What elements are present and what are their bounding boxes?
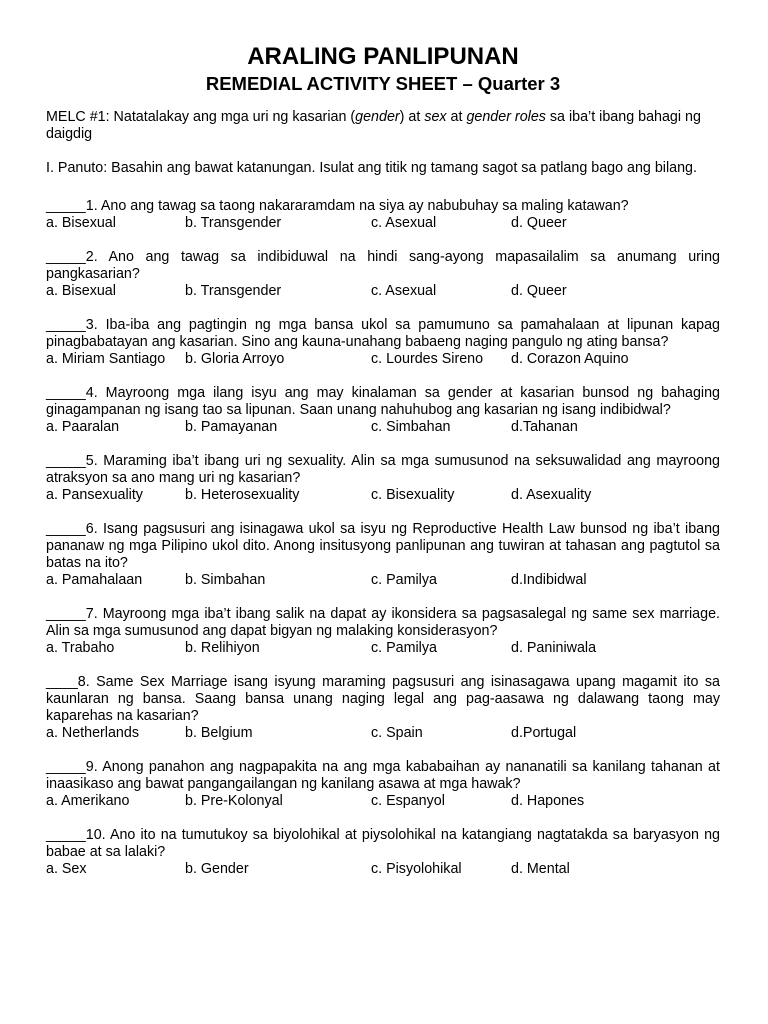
- question-4: [46, 385, 720, 436]
- choice-row: [46, 487, 720, 504]
- melc-mid-1: ) at: [399, 109, 425, 125]
- choice-row: [46, 283, 720, 300]
- question-8: [46, 674, 720, 742]
- choice-row: [46, 351, 720, 368]
- question-stem: _____7. Mayroong mga iba’t ibang salik na dapat ay ikonsidera sa pagsasalegal ng same sex marriage. Alin sa mga sumusunod ang dapat bigyan ng malaking konsiderasyon?: [46, 606, 720, 639]
- page-subtitle: REMEDIAL ACTIVITY SHEET – Quarter 3: [205, 73, 561, 94]
- choice-row: [46, 861, 720, 878]
- choice-row: [46, 215, 720, 232]
- choice-c: c. Simbahan: [371, 419, 451, 435]
- choice-a: a. Sex: [46, 861, 87, 877]
- choice-a: a. Netherlands: [46, 725, 139, 741]
- choice-b: b. Gloria Arroyo: [185, 351, 285, 367]
- question-stem: _____6. Isang pagsusuri ang isinagawa ukol sa isyu ng Reproductive Health Law bunsod ng iba’t ibang pananaw ng mga Pilipino ukol dito. Anong insitusyong panlipunan ang tuwiran at tahasan ang pagtutol sa batas na ito?: [46, 521, 720, 571]
- question-stem: _____1. Ano ang tawag sa taong nakararamdam na siya ay nabubuhay sa maling katawan?: [46, 198, 629, 214]
- question-9: [46, 759, 720, 810]
- melc-sex-term: sex: [424, 109, 447, 125]
- question-stem: _____5. Maraming iba’t ibang uri ng sexuality. Alin sa mga sumusunod na seksuwalidad ang mayroong atraksyon sa ano mang uri ng kasarian?: [46, 453, 720, 486]
- choice-d: d. Mental: [511, 861, 570, 877]
- choice-c: c. Lourdes Sireno: [371, 351, 484, 367]
- question-stem: _____2. Ano ang tawag sa indibiduwal na hindi sang-ayong mapasailalim sa anumang uring pangkasarian?: [46, 249, 720, 282]
- choice-a: a. Bisexual: [46, 215, 116, 231]
- choice-c: c. Bisexuality: [371, 487, 455, 503]
- choice-b: b. Belgium: [185, 725, 253, 741]
- melc-roles-term: gender roles: [466, 109, 546, 125]
- question-1: [46, 198, 720, 232]
- choice-row: [46, 725, 720, 742]
- melc-gender-term: gender: [355, 109, 400, 125]
- choice-b: b. Pamayanan: [185, 419, 278, 435]
- choice-c: c. Spain: [371, 725, 423, 741]
- choice-c: c. Asexual: [371, 215, 437, 231]
- question-6: [46, 521, 720, 589]
- choice-c: c. Pamilya: [371, 572, 437, 588]
- choice-d: d. Paniniwala: [511, 640, 597, 656]
- choice-b: b. Relihiyon: [185, 640, 260, 656]
- choice-row: [46, 640, 720, 657]
- melc-prefix: MELC #1: Natatalakay ang mga uri ng kasarian (: [46, 109, 356, 125]
- choice-a: a. Bisexual: [46, 283, 116, 299]
- question-stem: _____10. Ano ito na tumutukoy sa biyolohikal at piysolohikal na katangiang nagtatakda sa baryasyon ng babae at sa lalaki?: [46, 827, 720, 860]
- question-stem: _____3. Iba-iba ang pagtingin ng mga bansa ukol sa pamumuno sa pamahalaan at lipunan kapag pinagbabatayan ang kasarian. Sino ang kauna-unahang babaeng naging pangulo ng ating bansa?: [46, 317, 720, 350]
- choice-b: b. Gender: [185, 861, 249, 877]
- choice-d: d. Queer: [511, 215, 567, 231]
- choice-b: b. Pre-Kolonyal: [185, 793, 283, 809]
- melc-statement: [46, 109, 720, 143]
- question-2: [46, 249, 720, 300]
- choice-c: c. Pisyolohikal: [371, 861, 462, 877]
- choice-b: b. Transgender: [185, 283, 282, 299]
- instructions: I. Panuto: Basahin ang bawat katanungan. Isulat ang titik ng tamang sagot sa patlang bago ang bilang.: [46, 160, 697, 176]
- question-stem: ____8. Same Sex Marriage isang isyung maraming pagsusuri ang isinasagawa upang magamit ito sa kaunlaran ng bansa. Saang bansa unang naging legal ang pag-aasawa ng dalawang taong may kaparehas na kasarian?: [46, 674, 720, 724]
- choice-c: c. Asexual: [371, 283, 437, 299]
- choice-d: d.Portugal: [511, 725, 577, 741]
- choice-b: b. Simbahan: [185, 572, 266, 588]
- question-stem: _____9. Anong panahon ang nagpapakita na ang mga kababaihan ay nananatili sa kanilang tahanan at inaasikaso ang bawat pangangailangan ng kanilang asawa at mga hawak?: [46, 759, 720, 792]
- choice-b: b. Transgender: [185, 215, 282, 231]
- choice-c: c. Pamilya: [371, 640, 437, 656]
- question-stem: _____4. Mayroong mga ilang isyu ang may kinalaman sa gender at kasarian bunsod ng bahaging ginagampanan ng isang tao sa lipunan. Saan unang nahuhubog ang kasarian ng isang indibidwal?: [46, 385, 720, 418]
- choice-d: d. Asexuality: [511, 487, 592, 503]
- choice-row: [46, 572, 720, 589]
- choice-a: a. Trabaho: [46, 640, 115, 656]
- choice-d: d. Queer: [511, 283, 567, 299]
- choice-c: c. Espanyol: [371, 793, 445, 809]
- choice-d: d. Corazon Aquino: [511, 351, 629, 367]
- choice-a: a. Pansexuality: [46, 487, 143, 503]
- question-7: [46, 606, 720, 657]
- choice-a: a. Amerikano: [46, 793, 130, 809]
- choice-a: a. Paaralan: [46, 419, 120, 435]
- melc-suffix: sa iba’t ibang bahagi ng daigdig: [46, 109, 701, 142]
- question-3: [46, 317, 720, 368]
- page-title: ARALING PANLIPUNAN: [247, 43, 519, 70]
- choice-row: [46, 419, 720, 436]
- choice-row: [46, 793, 720, 810]
- choice-d: d.Tahanan: [511, 419, 578, 435]
- question-10: [46, 827, 720, 878]
- choice-d: d.Indibidwal: [511, 572, 587, 588]
- choice-a: a. Pamahalaan: [46, 572, 143, 588]
- choice-b: b. Heterosexuality: [185, 487, 300, 503]
- choice-a: a. Miriam Santiago: [46, 351, 166, 367]
- melc-mid-2: at: [446, 109, 467, 125]
- question-5: [46, 453, 720, 504]
- choice-d: d. Hapones: [511, 793, 585, 809]
- activity-sheet: [46, 0, 720, 878]
